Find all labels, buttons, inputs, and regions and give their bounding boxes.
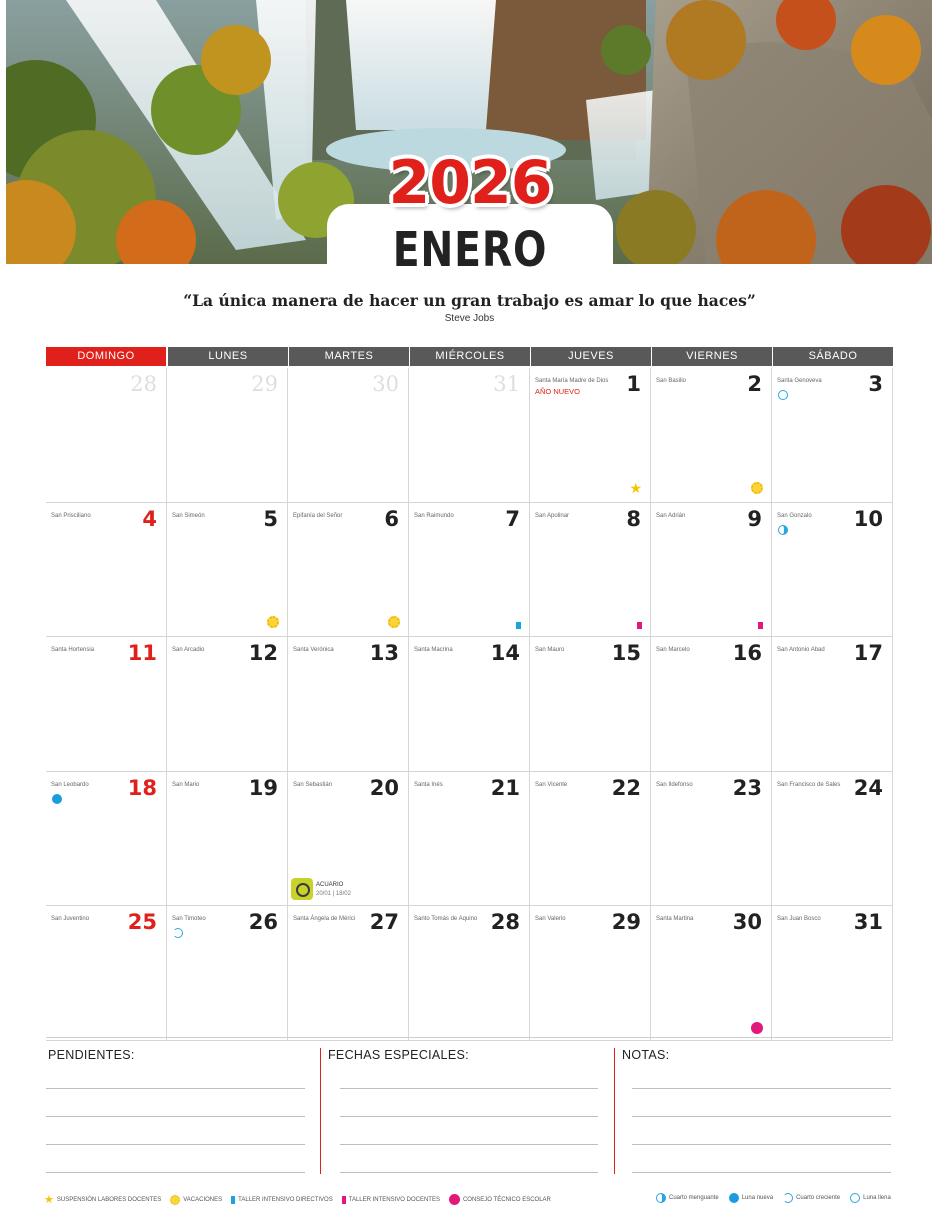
zodiac-badge [291,878,371,902]
day-number: 10 [853,506,883,531]
zodiac-name: ACUARIO [316,882,344,888]
calendar-day-cell [46,503,167,638]
day-number: 29 [611,910,641,934]
day-number: 22 [611,775,641,800]
day-number: 20 [369,775,399,800]
notes-line [632,1088,891,1089]
day-number: 28 [130,372,157,396]
calendar-day-cell [288,503,409,638]
notes-pendientes [48,1048,306,1178]
weekday-header: DOMINGO [46,347,166,366]
calendar-day-cell [772,503,893,638]
saint-name: Epifanía del Señor [293,512,343,519]
day-number: 3 [868,372,883,396]
quote-text: “La única manera de hacer un gran trabajo es amar lo que haces” [183,291,756,310]
month-title: ENERO [392,222,548,278]
saint-name: Santo Tomás de Aquino [414,916,478,922]
calendar-day-cell [772,906,893,1041]
weekday-header: LUNES [168,347,288,366]
day-number: 27 [369,910,399,934]
moon-full-icon [850,1193,860,1203]
day-number: 26 [248,910,278,934]
notes-line [46,1144,305,1145]
calendar-day-cell [530,906,651,1041]
calendar-day-cell [288,637,409,772]
zodiac-dates: 20/01 | 18/02 [316,891,351,897]
pendientes-title: PENDIENTES: [48,1048,135,1062]
pink-flag-icon [637,622,642,629]
notes-line [46,1172,305,1173]
saint-name: Santa Martina [656,916,694,922]
notes-line [632,1116,891,1117]
saint-name: San Ildefonso [656,781,693,788]
day-number: 25 [127,910,157,934]
calendar-day-cell [409,503,530,638]
day-number: 9 [747,506,762,531]
notes-divider-1 [320,1048,321,1174]
calendar-day-cell [46,368,167,503]
calendar-day-cell [651,637,772,772]
day-number: 31 [853,910,883,934]
day-number: 14 [490,641,520,665]
notes-fechas-especiales [328,1048,598,1178]
day-number: 29 [251,372,278,396]
day-number: 30 [372,372,399,396]
day-number: 13 [369,641,399,665]
calendar-day-cell [530,368,651,503]
weekday-header: VIERNES [652,347,772,366]
calendar-day-cell [409,772,530,907]
weekday-header: SÁBADO [773,347,893,366]
day-number: 21 [490,775,520,800]
legend-label: CONSEJO TÉCNICO ESCOLAR [462,1196,551,1203]
cyan-flag-icon [231,1196,235,1204]
pink-flag-icon [758,622,763,629]
calendar-day-cell [530,637,651,772]
calendar-day-cell [409,368,530,503]
event-legend [44,1193,551,1206]
day-number: 5 [263,506,278,531]
notes-line [632,1172,891,1173]
saint-name: San Mauro [535,647,565,653]
calendar-day-cell [651,368,772,503]
saint-name: Santa Genoveva [777,378,822,384]
calendar-day-cell [409,637,530,772]
calendar-day-cell [651,503,772,638]
saint-name: San Timoteo [172,916,206,922]
people-icon [449,1194,460,1205]
saint-name: Santa Macrina [414,647,453,653]
weekday-header: MIÉRCOLES [410,347,530,366]
day-number: 19 [248,775,278,800]
calendar-day-cell [651,772,772,907]
saint-name: San Antonio Abad [777,647,825,653]
people-icon [751,1022,763,1034]
day-number: 11 [127,641,157,665]
saint-name: San Juan Bosco [777,916,821,922]
day-number: 15 [611,641,641,665]
calendar-day-cell [167,368,288,503]
saint-name: San Juventino [51,916,90,922]
calendar-day-cell [167,772,288,907]
fechas-especiales-title: FECHAS ESPECIALES: [328,1048,469,1062]
moon-full-icon [778,390,788,400]
day-number: 7 [505,506,520,531]
sun-icon [388,616,400,628]
day-number: 30 [732,910,762,934]
quote-author: Steve Jobs [444,313,495,324]
saint-name: Santa Verónica [293,647,334,653]
moon-new-icon [729,1193,739,1203]
saint-name: San Leobardo [51,781,89,788]
saint-name: Santa María Madre de Dios [535,378,609,384]
moon-waning-icon [656,1193,666,1203]
cyan-flag-icon [516,622,521,629]
calendar-day-cell [167,906,288,1041]
moon-waxing-icon [173,928,183,938]
notes-top-rule [46,1037,891,1038]
weekday-header: MARTES [289,347,409,366]
calendar-day-cell [772,772,893,907]
legend-label: Cuarto creciente [796,1195,841,1201]
day-number: 31 [493,372,520,396]
weekday-header: JUEVES [531,347,651,366]
legend-label: TALLER INTENSIVO DIRECTIVOS [238,1196,333,1203]
calendar-day-cell [46,906,167,1041]
calendar-day-cell [530,772,651,907]
saint-name: San Vicente [535,781,568,788]
saint-name: Santa Hortensia [51,647,95,653]
calendar-day-cell [46,772,167,907]
legend-label: VACACIONES [183,1196,223,1203]
saint-name: San Adrián [656,512,686,519]
notes-line [46,1116,305,1117]
day-number: 23 [732,775,762,800]
legend-label: SUSPENSIÓN LABORES DOCENTES [56,1196,162,1203]
calendar-day-cell [288,906,409,1041]
day-number: 2 [747,372,762,396]
notes-notas [622,1048,892,1178]
notas-title: NOTAS: [622,1048,670,1062]
day-number: 18 [127,775,157,800]
saint-name: San Sebastián [293,781,333,788]
holiday-label: AÑO NUEVO [535,387,581,396]
calendar-day-cell [288,772,409,907]
calendar-day-cell [409,906,530,1041]
saint-name: San Simeón [172,512,205,519]
moon-waxing-icon [783,1193,793,1203]
aquarius-icon [291,878,313,900]
notes-line [46,1088,305,1089]
notes-line [632,1144,891,1145]
day-number: 8 [626,506,641,531]
year-title: 2026 [388,148,552,218]
calendar-day-cell [288,368,409,503]
sun-icon [751,482,763,494]
legend-label: TALLER INTENSIVO DOCENTES [348,1196,440,1203]
star-icon: ★ [629,480,642,497]
day-number: 6 [384,506,399,531]
day-number: 17 [853,641,883,665]
notes-line [340,1144,598,1145]
day-number: 28 [490,910,520,934]
calendar-day-cell [772,368,893,503]
notes-divider-2 [614,1048,615,1174]
saint-name: Santa Ángela de Mérici [293,916,356,922]
day-number: 24 [853,775,883,800]
sun-icon [267,616,279,628]
saint-name: San Basilio [656,378,687,384]
day-number: 4 [142,506,157,531]
saint-name: San Francisco de Sales [777,781,841,788]
legend-label: Cuarto menguante [669,1195,719,1201]
star-icon: ★ [44,1194,54,1206]
calendar-day-cell [167,503,288,638]
day-number: 12 [248,641,278,665]
calendar-day-cell [46,637,167,772]
notes-line [340,1088,598,1089]
sun-icon [170,1195,180,1205]
pink-flag-icon [342,1196,346,1204]
saint-name: San Valerio [535,916,566,922]
legend-label: Luna llena [863,1195,891,1201]
calendar-day-cell [772,637,893,772]
moon-legend [656,1193,891,1203]
saint-name: San Gonzalo [777,512,812,519]
saint-name: San Mario [172,781,200,788]
saint-name: San Raimundo [414,512,454,519]
calendar-day-cell [651,906,772,1041]
saint-name: San Apolinar [535,512,570,519]
saint-name: Santa Inés [414,781,443,788]
saint-name: San Marcelo [656,647,690,653]
legend-label: Luna nueva [741,1195,774,1201]
moon-new-icon [52,794,62,804]
calendar-day-cell [167,637,288,772]
day-number: 16 [732,641,762,665]
day-number: 1 [626,372,641,396]
notes-line [340,1116,598,1117]
notes-line [340,1172,598,1173]
calendar-day-cell [530,503,651,638]
saint-name: San Prisciliano [51,512,91,519]
moon-waning-icon [778,525,788,535]
saint-name: San Arcadio [172,647,205,653]
